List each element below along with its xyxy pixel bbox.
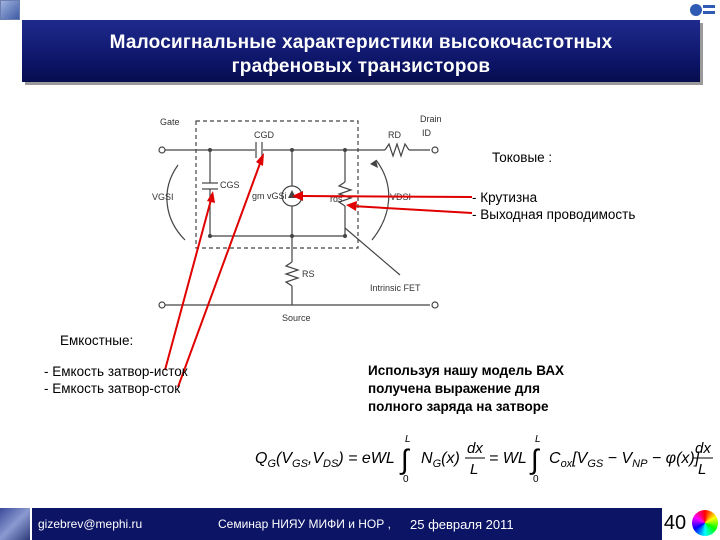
arrow-head-cgd xyxy=(256,153,264,166)
page-number: 40 xyxy=(663,512,687,534)
capacitance-item-gs: - Емкость затвор-исток xyxy=(44,364,188,379)
model-note-line-3: полного заряда на затворе xyxy=(368,399,549,414)
model-note xyxy=(368,362,564,416)
current-item-output-conductance: - Выходная проводимость xyxy=(472,207,636,222)
svg-text:dx: dx xyxy=(467,440,483,457)
svg-text:L: L xyxy=(405,434,411,445)
arrow-head-output-conductance xyxy=(346,201,357,211)
capacitance-item-gd: - Емкость затвор-сток xyxy=(44,381,181,396)
intrinsic-fet-label: Intrinsic FET xyxy=(370,283,421,293)
vdsi-label: VDSI xyxy=(390,192,412,202)
model-note-line-2: получена выражение для xyxy=(368,381,540,396)
svg-text:dx: dx xyxy=(695,440,711,457)
arrow-head-transconductance xyxy=(292,191,303,201)
rd-label: RD xyxy=(388,130,401,140)
svg-text:L: L xyxy=(698,461,707,478)
title-line-2: графеновых транзисторов xyxy=(231,56,491,77)
id-label: ID xyxy=(422,128,431,138)
svg-text:QG(VGS,VDS) = eWL: $Q_G(V_{GS},V_{DS})$ = eWL xyxy=(255,450,395,470)
current-item-transconductance: - Крутизна xyxy=(472,190,538,205)
svg-text:NG(x): $N_G(x)$ xyxy=(421,450,460,470)
svg-text:L: L xyxy=(470,461,479,478)
capacitance-header: Емкостные: xyxy=(60,333,134,348)
footer-logo-icon xyxy=(0,508,30,540)
title-line-1: Малосигнальные характеристики высокочастотных xyxy=(109,32,613,53)
svg-text:= WL: = WL xyxy=(489,450,527,467)
rs-label: RS xyxy=(302,269,315,279)
svg-text:∫: ∫ xyxy=(531,444,539,475)
svg-text:∫: ∫ xyxy=(401,444,409,475)
vgsi-label: VGSI xyxy=(152,192,174,202)
current-header: Токовые : xyxy=(492,150,553,165)
svg-text:Cox[VGS − VNP − φ(x)]: $C_{ox}[V_{GS} - V_{NP} - \varphi(x)]$ xyxy=(549,450,700,470)
source-label: Source xyxy=(282,313,311,323)
svg-text:0: 0 xyxy=(533,474,539,485)
color-wheel-icon xyxy=(692,510,718,536)
gm-label: gm vGSi xyxy=(252,191,287,201)
cgd-label: CGD xyxy=(254,130,274,140)
drain-label: Drain xyxy=(420,114,442,124)
svg-text:L: L xyxy=(535,434,541,445)
arrow-head-cgs xyxy=(207,191,215,203)
footer-email: gizebrev@mephi.ru xyxy=(38,517,143,531)
model-note-line-1: Используя нашу модель ВАХ xyxy=(368,363,565,378)
gate-charge-formula xyxy=(255,428,715,488)
rds-label: rds xyxy=(330,194,343,204)
svg-text:0: 0 xyxy=(403,474,409,485)
cgs-label: CGS xyxy=(220,180,240,190)
footer-seminar: Семинар НИЯУ МИФИ и НОР , xyxy=(218,517,391,531)
footer-date: 25 февраля 2011 xyxy=(410,517,514,532)
gate-label: Gate xyxy=(160,117,180,127)
